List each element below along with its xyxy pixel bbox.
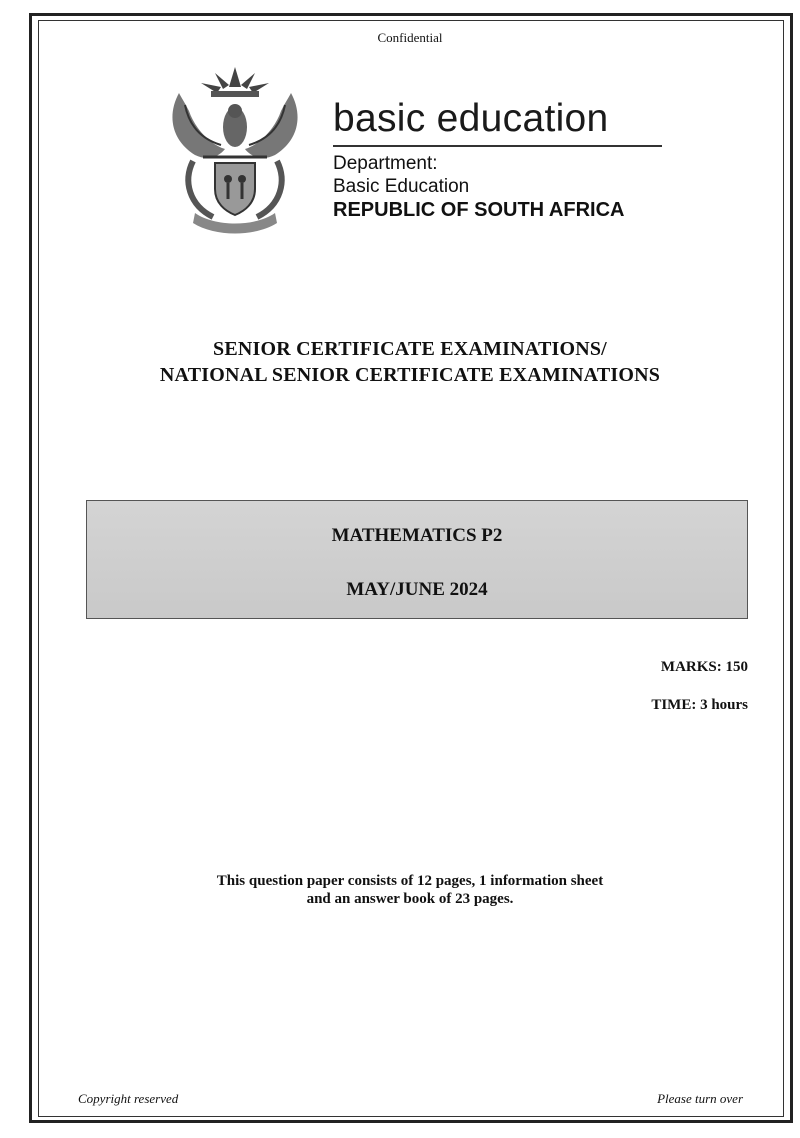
department-name: Basic Education <box>333 176 470 197</box>
country-name: REPUBLIC OF SOUTH AFRICA <box>333 199 625 221</box>
time-allowed: TIME: 3 hours <box>651 697 748 713</box>
department-label: Department: <box>333 153 438 174</box>
turn-over-notice: Please turn over <box>657 1091 743 1106</box>
brand-wordmark: basic education <box>333 97 609 140</box>
copyright-notice: Copyright reserved <box>78 1091 179 1106</box>
marks-total: MARKS: 150 <box>660 659 748 675</box>
subject-box <box>86 500 748 619</box>
confidential-label: Confidential <box>377 30 443 45</box>
exam-title-line1: SENIOR CERTIFICATE EXAMINATIONS/ <box>213 338 607 360</box>
exam-title-line2: NATIONAL SENIOR CERTIFICATE EXAMINATIONS <box>159 364 661 386</box>
paper-description-line2: and an answer book of 23 pages. <box>306 891 514 907</box>
exam-session: MAY/JUNE 2024 <box>346 579 488 600</box>
brand-divider <box>333 145 662 147</box>
subject-title: MATHEMATICS P2 <box>331 525 503 546</box>
coat-of-arms-icon <box>165 65 305 235</box>
paper-description-line1: This question paper consists of 12 pages, 1 information sheet <box>216 873 604 889</box>
